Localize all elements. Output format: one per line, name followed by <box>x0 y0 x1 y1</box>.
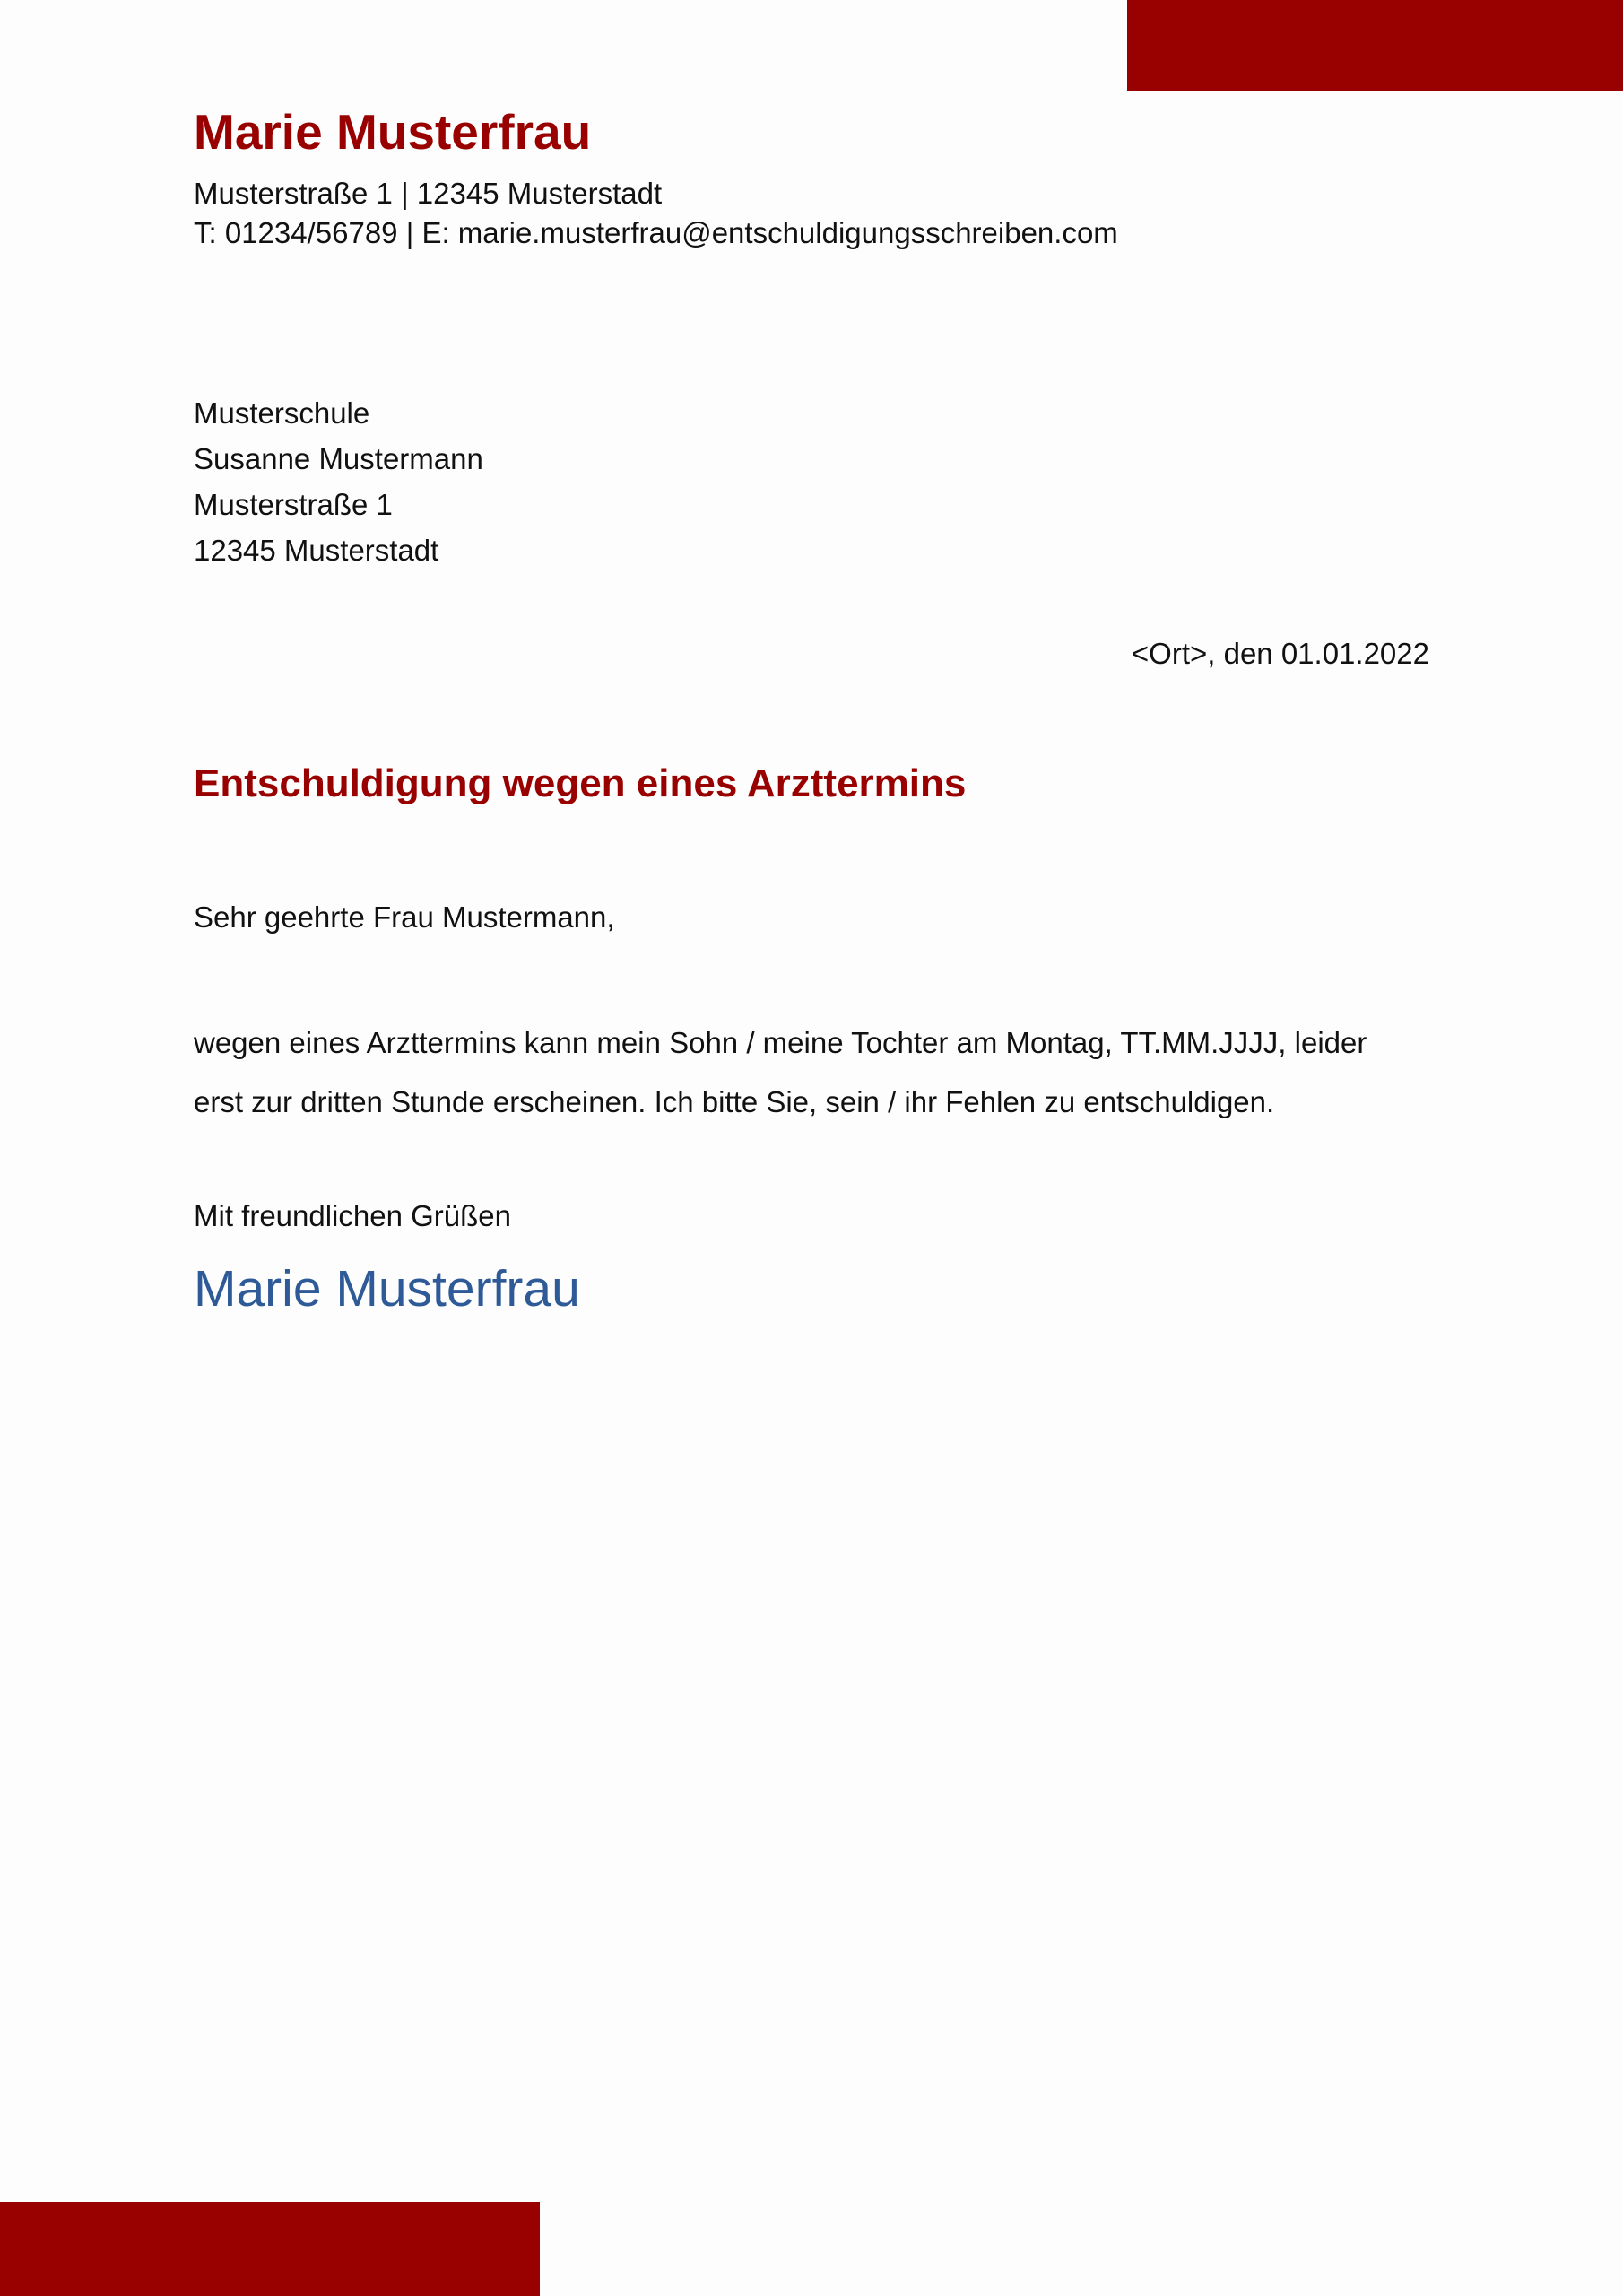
letter-body <box>194 1013 1431 1132</box>
footer-accent-bar <box>0 2202 540 2296</box>
letter-body-line: erst zur dritten Stunde erscheinen. Ich bitte Sie, sein / ihr Fehlen zu entschuldigen. <box>194 1085 1275 1118</box>
letter-subject: Entschuldigung wegen eines Arzttermins <box>194 761 967 805</box>
sender-address: Musterstraße 1 | 12345 Musterstadt <box>194 177 663 210</box>
signature: Marie Musterfrau <box>194 1260 580 1318</box>
recipient-city: 12345 Musterstadt <box>194 534 439 567</box>
recipient-street: Musterstraße 1 <box>194 488 393 521</box>
recipient-organization: Musterschule <box>194 396 370 430</box>
sender-name: Marie Musterfrau <box>194 104 592 160</box>
recipient-address-block <box>194 390 483 573</box>
salutation: Sehr geehrte Frau Mustermann, <box>194 900 615 934</box>
recipient-person: Susanne Mustermann <box>194 442 483 475</box>
header-accent-bar <box>1127 0 1623 91</box>
letter-body-line: wegen eines Arzttermins kann mein Sohn / meine Tochter am Montag, TT.MM.JJJJ, leider <box>194 1026 1367 1059</box>
closing-phrase: Mit freundlichen Grüßen <box>194 1199 511 1232</box>
date-line: <Ort>, den 01.01.2022 <box>1131 637 1429 670</box>
sender-contact: T: 01234/56789 | E: marie.musterfrau@entschuldigungsschreiben.com <box>194 216 1118 249</box>
